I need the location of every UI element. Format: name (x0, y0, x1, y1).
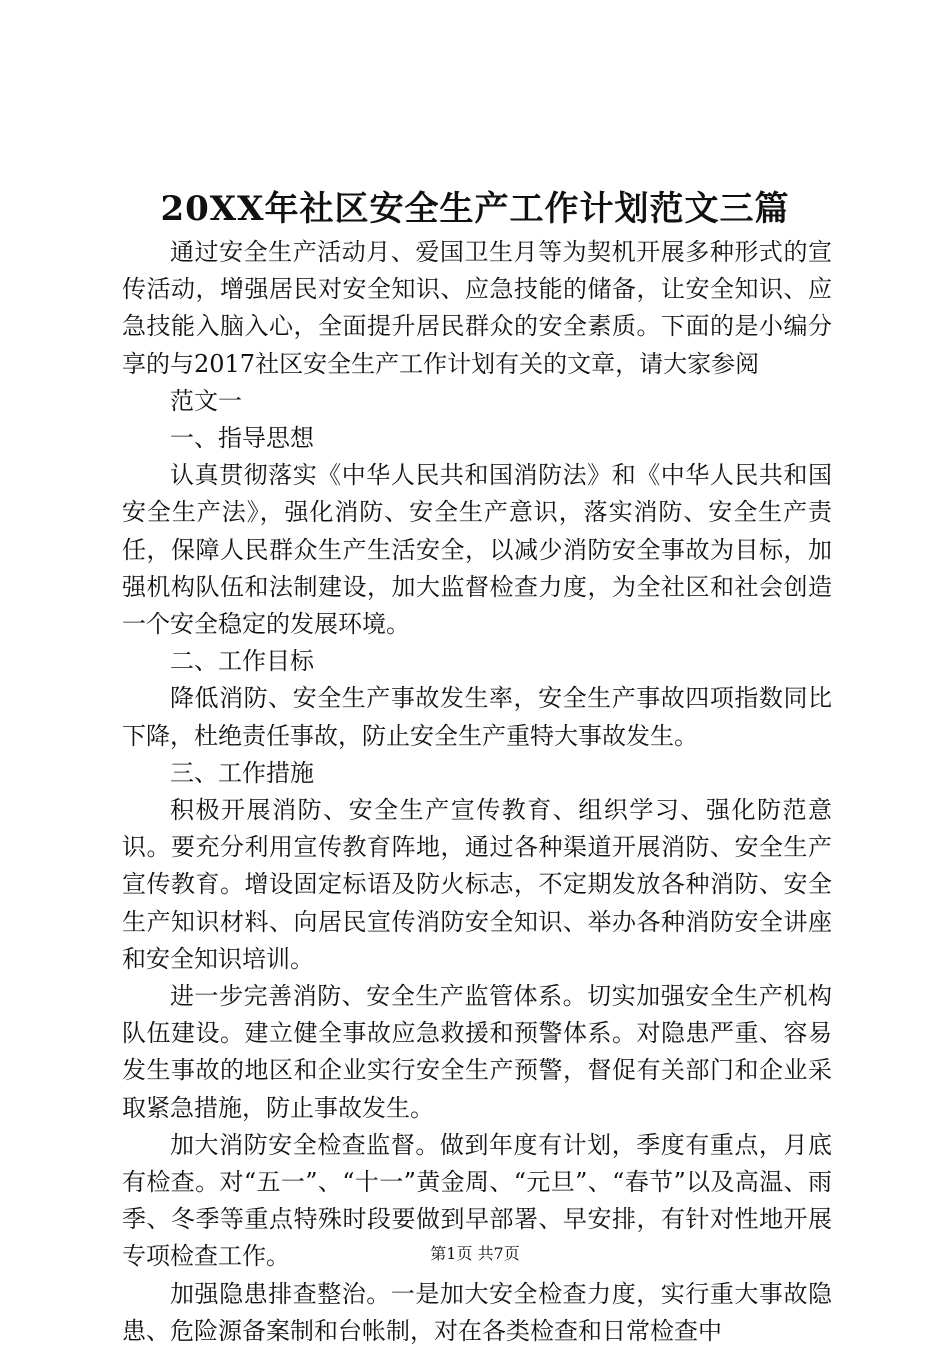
paragraph-intro: 通过安全生产活动月、爱国卫生月等为契机开展多种形式的宣传活动，增强居民对安全知识、应急技能的储备，让安全知识、应急技能入脑入心，全面提升居民群众的安全素质。下面的是小编分享的与2017社区安全生产工作计划有关的文章，请大家参阅 (122, 238, 832, 378)
paragraph-measure-hazard-remediation: 加强隐患排查整治。一是加大安全检查力度，实行重大事故隐患、危险源备案制和台帐制，对在各类检查和日常检查中 (122, 1279, 832, 1345)
page-number-footer: 第1页 共7页 (430, 1244, 520, 1263)
document-title: 20XX年社区安全生产工作计划范文三篇 (160, 189, 790, 229)
paragraph-measure-supervision-system: 进一步完善消防、安全生产监管体系。切实加强安全生产机构队伍建设。建立健全事故应急救援和预警体系。对隐患严重、容易发生事故的地区和企业实行安全生产预警，督促有关部门和企业采取紧急措施，防止事故发生。 (122, 982, 832, 1122)
section-label-sample-one: 范文一 (170, 386, 242, 415)
paragraph-measure-inspection: 加大消防安全检查监督。做到年度有计划，季度有重点，月底有检查。对“五一”、“十一”黄金周、“元旦”、“春节”以及高温、雨季、冬季等重点特殊时段要做到早部署、早安排，有针对性地开展专项检查工作。 (122, 1130, 832, 1271)
heading-work-measures: 三、工作措施 (170, 758, 314, 787)
document-body (122, 234, 832, 1350)
heading-work-goals: 二、工作目标 (170, 647, 314, 676)
paragraph-work-goals: 降低消防、安全生产事故发生率，安全生产事故四项指数同比下降，杜绝责任事故，防止安全生产重特大事故发生。 (122, 684, 832, 750)
heading-guiding-ideology: 一、指导思想 (170, 424, 314, 453)
paragraph-measure-education: 积极开展消防、安全生产宣传教育、组织学习、强化防范意识。要充分利用宣传教育阵地，通过各种渠道开展消防、安全生产宣传教育。增设固定标语及防火标志，不定期发放各种消防、安全生产知识材料、向居民宣传消防安全知识、举办各种消防安全讲座和安全知识培训。 (122, 796, 832, 973)
paragraph-guiding-ideology: 认真贯彻落实《中华人民共和国消防法》和《中华人民共和国安全生产法》，强化消防、安全生产意识，落实消防、安全生产责任，保障人民群众生产生活安全，以减少消防安全事故为目标，加强机构队伍和法制建设，加大监督检查力度，为全社区和社会创造一个安全稳定的发展环境。 (122, 461, 832, 639)
